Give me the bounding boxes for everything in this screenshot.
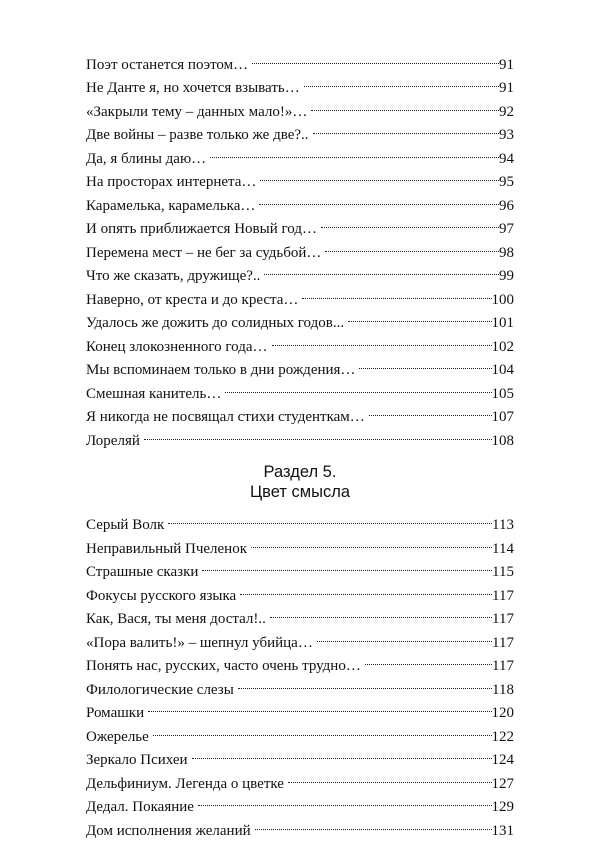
toc-entry-title: Я никогда не посвящал стихи студенткам…: [86, 406, 369, 430]
toc-entry-title: Ожерелье: [86, 726, 153, 750]
dot-leader: [225, 374, 491, 398]
toc-entry-page-number: 127: [492, 773, 515, 797]
toc-entry-title: Дом исполнения желаний: [86, 820, 255, 843]
toc-entry-title: Серый Волк: [86, 514, 168, 538]
dot-leader: [252, 45, 499, 69]
toc-entry-page-number: 96: [499, 195, 514, 219]
toc-entry-page-number: 105: [492, 383, 515, 407]
toc-entry-page-number: 113: [492, 514, 514, 538]
toc-entry-title: Зеркало Психеи: [86, 749, 192, 773]
toc-entry-page-number: 92: [499, 101, 514, 125]
toc-entry: [86, 421, 514, 445]
toc-entry-title: «Закрыли тему – данных мало!»…: [86, 101, 311, 125]
dot-leader: [365, 647, 492, 671]
toc-entry-page-number: 91: [499, 77, 514, 101]
dot-leader: [240, 576, 492, 600]
toc-entry-title: Страшные сказки: [86, 561, 202, 585]
toc-entry: [86, 694, 514, 718]
dot-leader: [317, 623, 492, 647]
toc-entry-page-number: 118: [492, 679, 514, 703]
dot-leader: [302, 280, 491, 304]
toc-entry-title: Удалось же дожить до солидных годов...: [86, 312, 348, 336]
toc-list-part2: [86, 506, 514, 835]
toc-entry-title: Филологические слезы: [86, 679, 238, 703]
dot-leader: [311, 92, 499, 116]
toc-entry-page-number: 93: [499, 124, 514, 148]
toc-entry-page-number: 122: [492, 726, 515, 750]
dot-leader: [270, 600, 492, 624]
dot-leader: [168, 506, 492, 530]
toc-entry-page-number: 91: [499, 54, 514, 78]
toc-entry-page-number: 124: [492, 749, 515, 773]
toc-entry-title: Дельфиниум. Легенда о цветке: [86, 773, 288, 797]
toc-entry-page-number: 107: [492, 406, 515, 430]
toc-entry-page-number: 101: [492, 312, 515, 336]
dot-leader: [202, 553, 492, 577]
toc-entry-title: Не Данте я, но хочется взывать…: [86, 77, 304, 101]
toc-entry-title: Фокусы русского языка: [86, 585, 240, 609]
toc-entry-title: Неправильный Пчеленок: [86, 538, 251, 562]
toc-entry-title: Две войны – разве только же две?..: [86, 124, 313, 148]
toc-entry-title: Что же сказать, дружище?..: [86, 265, 264, 289]
toc-entry-title: Мы вспоминаем только в дни рождения…: [86, 359, 359, 383]
section-heading: Раздел 5.: [86, 462, 514, 482]
toc-entry: [86, 717, 514, 741]
toc-entry-title: Ромашки: [86, 702, 148, 726]
toc-entry-page-number: 94: [499, 148, 514, 172]
toc-entry-title: На просторах интернета…: [86, 171, 260, 195]
toc-entry: [86, 506, 514, 530]
toc-entry-page-number: 115: [492, 561, 514, 585]
dot-leader: [272, 327, 492, 351]
toc-entry-title: Да, я блины даю…: [86, 148, 210, 172]
toc-entry-title: Смешная канитель…: [86, 383, 225, 407]
toc-entry-title: Дедал. Покаяние: [86, 796, 198, 820]
dot-leader: [264, 257, 499, 281]
toc-entry-page-number: 98: [499, 242, 514, 266]
toc-entry-page-number: 99: [499, 265, 514, 289]
toc-entry: [86, 45, 514, 69]
toc-entry-page-number: 117: [492, 632, 514, 656]
toc-entry-page-number: 131: [492, 820, 515, 843]
toc-entry-page-number: 117: [492, 655, 514, 679]
toc-entry-page-number: 100: [492, 289, 515, 313]
dot-leader: [251, 529, 492, 553]
dot-leader: [321, 210, 499, 234]
dot-leader: [304, 69, 499, 93]
toc-entry-page-number: 120: [492, 702, 515, 726]
toc-entry-title: Понять нас, русских, часто очень трудно…: [86, 655, 365, 679]
toc-entry-page-number: 97: [499, 218, 514, 242]
dot-leader: [260, 163, 499, 187]
toc-entry-page-number: 114: [492, 538, 514, 562]
toc-list-part1: [86, 45, 514, 445]
dot-leader: [259, 186, 499, 210]
dot-leader: [288, 764, 492, 788]
toc-entry-title: Перемена мест – не бег за судьбой…: [86, 242, 325, 266]
toc-entry-page-number: 117: [492, 608, 514, 632]
toc-entry-page-number: 102: [492, 336, 515, 360]
toc-entry-title: Как, Вася, ты меня достал!..: [86, 608, 270, 632]
toc-entry-title: Конец злокозненного года…: [86, 336, 272, 360]
toc-entry-page-number: 129: [492, 796, 515, 820]
dot-leader: [148, 694, 491, 718]
dot-leader: [144, 421, 492, 445]
dot-leader: [198, 788, 492, 812]
toc-entry-title: Лореляй: [86, 430, 144, 454]
toc-entry-page-number: 117: [492, 585, 514, 609]
toc-page: [86, 45, 514, 835]
toc-entry-page-number: 104: [492, 359, 515, 383]
toc-entry-title: И опять приближается Новый год…: [86, 218, 321, 242]
toc-entry-page-number: 95: [499, 171, 514, 195]
dot-leader: [313, 116, 499, 140]
dot-leader: [369, 398, 492, 422]
toc-entry-title: Наверно, от креста и до креста…: [86, 289, 302, 313]
dot-leader: [153, 717, 492, 741]
toc-entry-title: «Пора валить!» – шепнул убийца…: [86, 632, 317, 656]
toc-entry-title: Карамелька, карамелька…: [86, 195, 259, 219]
toc-entry-page-number: 108: [492, 430, 515, 454]
toc-entry-title: Поэт останется поэтом…: [86, 54, 252, 78]
dot-leader: [359, 351, 491, 375]
dot-leader: [325, 233, 499, 257]
section-subheading: Цвет смысла: [86, 482, 514, 502]
dot-leader: [348, 304, 491, 328]
dot-leader: [238, 670, 492, 694]
dot-leader: [255, 811, 492, 835]
dot-leader: [210, 139, 499, 163]
dot-leader: [192, 741, 492, 765]
